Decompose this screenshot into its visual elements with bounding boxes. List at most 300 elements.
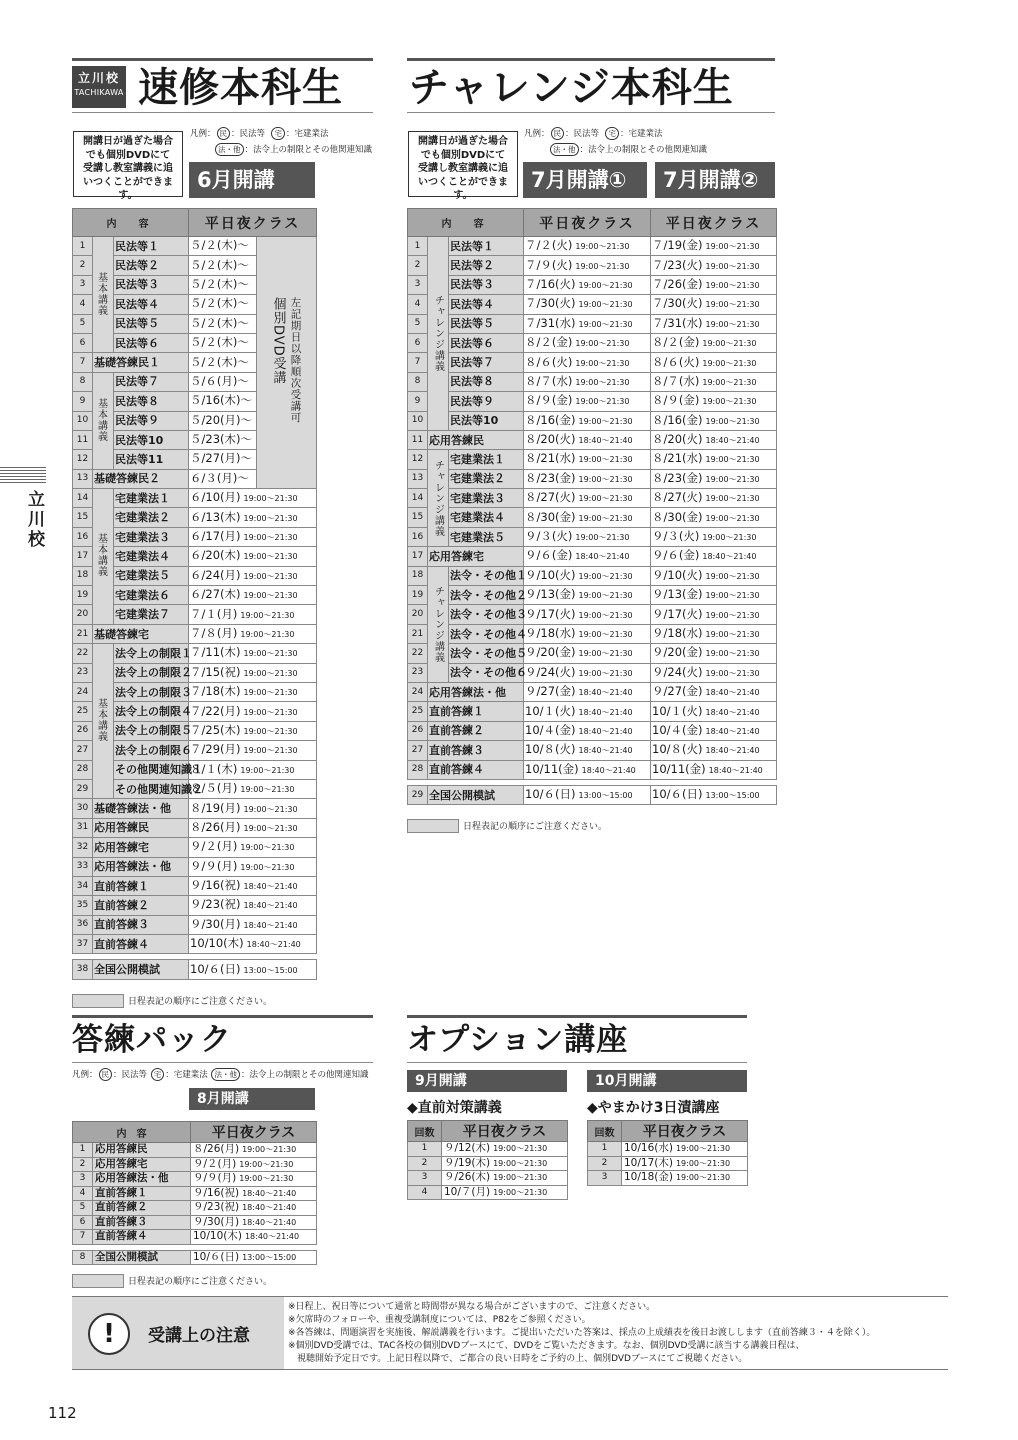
date-text: ７/２(火) <box>525 238 573 253</box>
time-text: 13:00～15:00 <box>242 1252 297 1262</box>
time-text: 18:40～21:40 <box>575 552 630 562</box>
group-label: 基本講義 <box>93 489 114 625</box>
note-line: でも個別DVDにて <box>85 149 171 161</box>
table-row <box>588 1171 748 1186</box>
row-name: 宅建業法２ <box>114 508 189 527</box>
date-text: ５/６(月)～ <box>190 373 249 388</box>
exclamation-icon: ! <box>88 1313 130 1355</box>
table-row <box>408 430 777 449</box>
legend-symbol: 民 <box>99 1068 113 1081</box>
date-text: 10/４(金) <box>525 722 576 737</box>
date-cell <box>651 333 777 352</box>
time-text: 13:00～15:00 <box>578 791 633 801</box>
pack-header-class: 平日夜クラス <box>191 1122 317 1143</box>
row-number: 8 <box>73 1250 93 1265</box>
time-text: 19:00～21:30 <box>705 494 760 504</box>
row-number: 1 <box>408 237 428 256</box>
group-label: チャレンジ講義 <box>428 450 449 547</box>
date-cell <box>524 566 651 585</box>
row-name: 民法等10 <box>449 411 524 430</box>
date-cell <box>442 1185 568 1200</box>
time-text: 19:00～21:30 <box>240 610 295 620</box>
date-cell <box>524 256 651 275</box>
row-number: 4 <box>73 1186 93 1201</box>
date-text: ７/30(火) <box>525 296 576 311</box>
date-text: ８/16(金) <box>525 412 576 427</box>
table-row <box>408 644 777 663</box>
date-text: ８/６(火) <box>525 354 573 369</box>
row-name: 応用答練宅 <box>428 547 524 566</box>
row-number: 32 <box>73 838 93 857</box>
legend-text: ：法令上の制限とその他関連知識 <box>579 145 708 155</box>
date-cell <box>189 605 317 624</box>
time-text: 18:40～21:40 <box>705 436 760 446</box>
date-text: ９/16(祝) <box>193 1186 240 1199</box>
row-number: 6 <box>73 1215 93 1230</box>
date-cell <box>189 237 257 256</box>
row-name: 直前答練３ <box>93 915 189 934</box>
row-name: 民法等９ <box>114 411 189 430</box>
row-name: 宅建業法３ <box>449 489 524 508</box>
row-name: 宅建業法５ <box>114 566 189 585</box>
row-name: 法令・その他２ <box>449 586 524 605</box>
date-text: ９/30(月) <box>190 916 241 931</box>
date-cell <box>189 295 257 314</box>
time-text: 18:40～21:40 <box>705 707 760 717</box>
row-name: 民法等８ <box>114 392 189 411</box>
row-number: 23 <box>73 663 93 682</box>
table-row <box>73 876 317 895</box>
date-cell <box>651 430 777 449</box>
row-name: 民法等１ <box>449 237 524 256</box>
date-text: ７/29(月) <box>190 742 241 757</box>
date-text: 10/17(木) <box>624 1156 673 1169</box>
row-name: その他関連知識１ <box>114 760 189 779</box>
date-cell <box>524 372 651 391</box>
time-text: 18:40～21:40 <box>581 765 636 775</box>
time-text: 19:00～21:30 <box>575 533 630 543</box>
date-text: ５/２(木)～ <box>190 354 249 369</box>
date-cell <box>191 1172 317 1187</box>
row-name: 法令上の制限５ <box>114 721 189 740</box>
date-cell <box>189 275 257 294</box>
date-text: ５/20(月)～ <box>190 412 252 427</box>
date-cell <box>651 624 777 643</box>
row-number: 27 <box>408 741 428 760</box>
time-text: 19:00～21:30 <box>243 804 298 814</box>
date-cell <box>189 314 257 333</box>
time-text: 18:40～21:40 <box>243 901 298 911</box>
date-cell <box>622 1156 748 1171</box>
date-text: 10/10(木) <box>193 1230 242 1243</box>
row-name: 民法等６ <box>449 333 524 352</box>
row-name: 民法等２ <box>114 256 189 275</box>
row-number: 36 <box>73 915 93 934</box>
row-number: 10 <box>408 411 428 430</box>
time-text: 19:00～21:30 <box>705 474 760 484</box>
time-text: 13:00～15:00 <box>243 965 298 975</box>
legend-symbol: 宅 <box>271 127 285 140</box>
time-text: 19:00～21:30 <box>578 649 633 659</box>
time-text: 19:00～21:30 <box>705 261 760 271</box>
row-name: 民法等11 <box>114 450 189 469</box>
caution-line: ※日程上、祝日等について通常と時間帯が異なる場合がございますので、ご注意ください。 <box>288 1302 656 1312</box>
row-number: 8 <box>73 372 93 391</box>
row-number: 4 <box>73 295 93 314</box>
date-cell <box>651 411 777 430</box>
date-cell <box>651 237 777 256</box>
date-text: ８/30(金) <box>525 509 576 524</box>
legend-symbol: 法・他 <box>211 1068 240 1081</box>
date-cell <box>191 1186 317 1201</box>
table-row <box>73 935 317 954</box>
legend-text: ：宅建業法 <box>285 129 329 139</box>
row-name: 民法等３ <box>114 275 189 294</box>
date-cell <box>189 915 317 934</box>
date-text: ９/17(火) <box>652 606 703 621</box>
pack-table <box>72 1121 317 1265</box>
row-name: 宅建業法４ <box>449 508 524 527</box>
row-name: 応用答練法・他 <box>93 1172 191 1187</box>
time-text: 19:00～21:30 <box>243 571 298 581</box>
row-number: 14 <box>408 489 428 508</box>
option-title-rule <box>407 1015 747 1018</box>
table-row <box>408 256 777 275</box>
date-text: ６/３(月)～ <box>190 470 249 485</box>
row-number: 2 <box>73 256 93 275</box>
table-row <box>408 547 777 566</box>
table-row <box>408 760 777 779</box>
date-cell <box>524 314 651 333</box>
time-text: 13:00～15:00 <box>705 791 760 801</box>
header-class-2: 平日夜クラス <box>651 209 777 237</box>
date-cell <box>189 960 317 979</box>
row-number: 3 <box>408 275 428 294</box>
row-number: 4 <box>408 295 428 314</box>
date-cell <box>189 624 317 643</box>
time-text: 19:00～21:30 <box>702 377 757 387</box>
campus-badge <box>72 66 126 108</box>
row-name: 宅建業法６ <box>114 586 189 605</box>
time-text: 19:00～21:30 <box>575 358 630 368</box>
row-number: 12 <box>408 450 428 469</box>
campus-en: TACHIKAWA <box>74 88 124 97</box>
table-row <box>588 1142 748 1157</box>
row-name: 応用答練民 <box>93 1143 191 1158</box>
date-text: ８/20(火) <box>652 432 703 447</box>
row-name: 全国公開模試 <box>428 785 524 804</box>
date-text: ９/３(火) <box>525 529 573 544</box>
time-text: 19:00～21:30 <box>578 319 633 329</box>
date-text: ６/13(木) <box>190 509 241 524</box>
time-text: 19:00～21:30 <box>578 300 633 310</box>
row-number: 25 <box>408 702 428 721</box>
table-row <box>408 741 777 760</box>
table-row <box>408 392 777 411</box>
table-row <box>408 663 777 682</box>
date-text: ７/22(月) <box>190 703 241 718</box>
table-row <box>408 314 777 333</box>
time-text: 19:00～21:30 <box>493 1187 548 1197</box>
date-text: ９/13(金) <box>652 587 703 602</box>
left-legend-note <box>72 990 272 1009</box>
date-text: ８/27(火) <box>652 490 703 505</box>
time-text: 19:00～21:30 <box>240 630 295 639</box>
date-cell <box>189 489 317 508</box>
row-number: 20 <box>408 605 428 624</box>
time-text: 19:00～21:30 <box>240 843 295 853</box>
row-number: 23 <box>408 663 428 682</box>
row-name: 応用答練民 <box>93 818 189 837</box>
row-number: 10 <box>73 411 93 430</box>
date-text: ９/20(金) <box>652 645 703 660</box>
date-text: 10/１(火) <box>652 703 703 718</box>
date-cell <box>189 392 257 411</box>
row-name: 全国公開模試 <box>93 1250 191 1265</box>
date-text: ７/18(木) <box>190 684 241 699</box>
row-number: 6 <box>73 333 93 352</box>
date-text: ９/27(金) <box>652 684 703 699</box>
row-number: 24 <box>408 682 428 701</box>
group-label: チャレンジ講義 <box>428 237 449 431</box>
legend-note-text: 日程表記の順序にご注意ください。 <box>128 997 273 1007</box>
row-name: 民法等７ <box>114 372 189 391</box>
row-name: 基礎答練民１ <box>93 353 189 372</box>
date-text: ７/25(木) <box>190 722 241 737</box>
row-number: 2 <box>588 1156 622 1171</box>
sidebar-stripes <box>0 467 46 485</box>
date-text: ８/23(金) <box>652 470 703 485</box>
date-text: ９/６(金) <box>652 548 700 563</box>
date-cell <box>524 682 651 701</box>
table-row <box>408 702 777 721</box>
date-cell <box>442 1156 568 1171</box>
row-number: 15 <box>73 508 93 527</box>
legend-note-text: 日程表記の順序にご注意ください。 <box>463 822 608 832</box>
right-title: チャレンジ本科生 <box>409 65 734 111</box>
row-name: 直前答練２ <box>93 1201 191 1216</box>
time-text: 19:00～21:30 <box>493 1173 548 1183</box>
time-text: 19:00～21:30 <box>578 474 633 484</box>
table-row <box>408 372 777 391</box>
date-text: ５/27(月)～ <box>190 451 252 466</box>
legend-text: ：宅建業法 <box>165 1070 208 1080</box>
pack-legend-note <box>72 1270 272 1289</box>
legend-symbol: 民 <box>217 127 231 140</box>
row-number: 8 <box>408 372 428 391</box>
date-text: ８/30(金) <box>652 509 703 524</box>
date-cell <box>189 469 257 488</box>
table-row <box>408 1185 568 1200</box>
date-cell <box>651 256 777 275</box>
row-name: 応用答練法・他 <box>93 857 189 876</box>
date-cell <box>651 741 777 760</box>
table-row <box>408 469 777 488</box>
table-row <box>408 1156 568 1171</box>
time-text: 19:00～21:30 <box>578 571 633 581</box>
table-row <box>73 1172 317 1187</box>
date-text: 10/４(金) <box>652 722 703 737</box>
option-a-header-no: 回数 <box>408 1121 442 1142</box>
time-text: 19:00～21:30 <box>705 630 760 639</box>
option-title-rule-bottom <box>407 1062 747 1063</box>
legend-text: ：法令上の制限とその他関連知識 <box>240 1070 369 1080</box>
row-name: 直前答練１ <box>93 876 189 895</box>
date-cell <box>524 392 651 411</box>
row-number: 13 <box>408 469 428 488</box>
date-text: ７/26(金) <box>652 276 703 291</box>
table-row <box>408 275 777 294</box>
time-text: 19:00～21:30 <box>242 1145 297 1155</box>
date-cell <box>189 838 317 857</box>
time-text: 19:00～21:30 <box>243 533 298 543</box>
time-text: 18:40～21:40 <box>705 688 760 698</box>
row-number: 12 <box>73 450 93 469</box>
time-text: 19:00～21:30 <box>239 1174 294 1184</box>
table-row <box>408 353 777 372</box>
date-cell <box>189 682 317 701</box>
date-text: ９/２(月) <box>193 1157 237 1170</box>
time-text: 19:00～21:30 <box>578 610 633 620</box>
row-name: 基礎答練宅 <box>93 624 189 643</box>
row-name: 民法等９ <box>449 392 524 411</box>
time-text: 19:00～21:30 <box>575 377 630 387</box>
date-cell <box>524 644 651 663</box>
group-label: 基本講義 <box>93 372 114 469</box>
date-cell <box>651 314 777 333</box>
legend-text: ：民法等 <box>231 129 266 139</box>
row-number: 13 <box>73 469 93 488</box>
row-number: 11 <box>408 430 428 449</box>
date-cell <box>524 411 651 430</box>
time-text: 18:40～21:40 <box>243 882 298 892</box>
date-cell <box>189 760 317 779</box>
date-cell <box>524 785 651 804</box>
row-number: 5 <box>73 314 93 333</box>
time-text: 18:40～21:40 <box>243 920 298 930</box>
date-cell <box>622 1171 748 1186</box>
time-text: 19:00～21:30 <box>243 513 298 523</box>
date-cell <box>651 489 777 508</box>
date-text: ９/10(火) <box>525 567 576 582</box>
table-row <box>408 624 777 643</box>
row-number: 22 <box>73 644 93 663</box>
row-name: 応用答練民 <box>428 430 524 449</box>
date-cell <box>524 741 651 760</box>
time-text: 19:00～21:30 <box>243 746 298 756</box>
row-name: 基礎答練法・他 <box>93 799 189 818</box>
date-text: 10/10(木) <box>190 936 244 951</box>
date-cell <box>524 275 651 294</box>
row-name: 法令上の制限３ <box>114 682 189 701</box>
date-text: 10/６(日) <box>525 787 576 802</box>
pack-header-content: 内 容 <box>73 1122 191 1143</box>
time-text: 19:00～21:30 <box>575 339 630 349</box>
time-text: 19:00～21:30 <box>705 668 760 678</box>
date-cell <box>651 605 777 624</box>
row-name: 民法等７ <box>449 353 524 372</box>
date-text: ７/31(水) <box>652 315 703 330</box>
time-text: 19:00～21:30 <box>243 649 298 659</box>
date-cell <box>191 1157 317 1172</box>
table-row <box>408 295 777 314</box>
date-text: ７/19(金) <box>652 238 703 253</box>
date-text: ９/26(木) <box>444 1171 491 1184</box>
table-row <box>408 566 777 585</box>
option-b-banner: 10月開講 <box>587 1070 747 1092</box>
time-text: 19:00～21:30 <box>702 339 757 349</box>
date-text: ７/１(月) <box>190 606 238 621</box>
time-text: 19:00～21:30 <box>705 416 760 426</box>
note-line: でも個別DVDにて <box>420 149 506 161</box>
row-name: 民法等８ <box>449 372 524 391</box>
row-number: 29 <box>408 785 428 804</box>
date-text: ７/11(木) <box>190 645 241 660</box>
date-cell <box>524 721 651 740</box>
caution-body <box>288 1301 875 1366</box>
table-row <box>73 489 317 508</box>
time-text: 19:00～21:30 <box>705 649 760 659</box>
date-text: ９/18(水) <box>652 626 703 640</box>
row-number: 1 <box>73 1143 93 1158</box>
legend-prefix: 凡例： <box>190 129 216 139</box>
date-text: 10/６(日) <box>190 961 241 976</box>
row-name: 民法等10 <box>114 430 189 449</box>
legend-text: ：民法等 <box>565 129 600 139</box>
date-cell <box>651 353 777 372</box>
row-number: 18 <box>408 566 428 585</box>
row-number: 7 <box>73 1230 93 1245</box>
time-text: 19:00～21:30 <box>705 319 760 329</box>
date-cell <box>189 586 317 605</box>
row-name: 直前答練２ <box>428 721 524 740</box>
date-cell <box>189 547 317 566</box>
time-text: 18:40～21:40 <box>578 746 633 756</box>
right-schedule-table <box>407 208 777 805</box>
row-number: 3 <box>73 275 93 294</box>
table-row <box>73 915 317 934</box>
table-row <box>408 333 777 352</box>
time-text: 19:00～21:30 <box>702 397 757 407</box>
date-text: ８/19(月) <box>190 800 241 815</box>
date-cell <box>651 721 777 740</box>
option-b-header-class: 平日夜クラス <box>622 1121 748 1142</box>
legend-text: ：宅建業法 <box>619 129 663 139</box>
pack-title-rule <box>72 1015 373 1018</box>
row-name: 応用答練法・他 <box>428 682 524 701</box>
date-text: ７/23(火) <box>652 257 703 272</box>
time-text: 19:00～21:30 <box>493 1144 548 1154</box>
date-text: ９/30(月) <box>193 1215 240 1228</box>
row-name: 直前答練３ <box>93 1215 191 1230</box>
note-line: いつくことができます。 <box>418 176 508 201</box>
table-row <box>73 644 317 663</box>
header-content: 内 容 <box>408 209 524 237</box>
row-name: 直前答練４ <box>93 935 189 954</box>
date-cell <box>191 1215 317 1230</box>
date-cell <box>189 818 317 837</box>
row-name: 法令上の制限１ <box>114 644 189 663</box>
date-text: ７/15(祝) <box>190 664 241 679</box>
date-cell <box>189 721 317 740</box>
row-number: 16 <box>408 527 428 546</box>
date-cell <box>189 799 317 818</box>
time-text: 19:00～21:30 <box>575 397 630 407</box>
note-line: 開講日が過ぎた場合 <box>418 136 508 147</box>
dvd-cell <box>257 237 317 489</box>
time-text: 19:00～21:30 <box>705 455 760 465</box>
row-name: 民法等４ <box>114 295 189 314</box>
